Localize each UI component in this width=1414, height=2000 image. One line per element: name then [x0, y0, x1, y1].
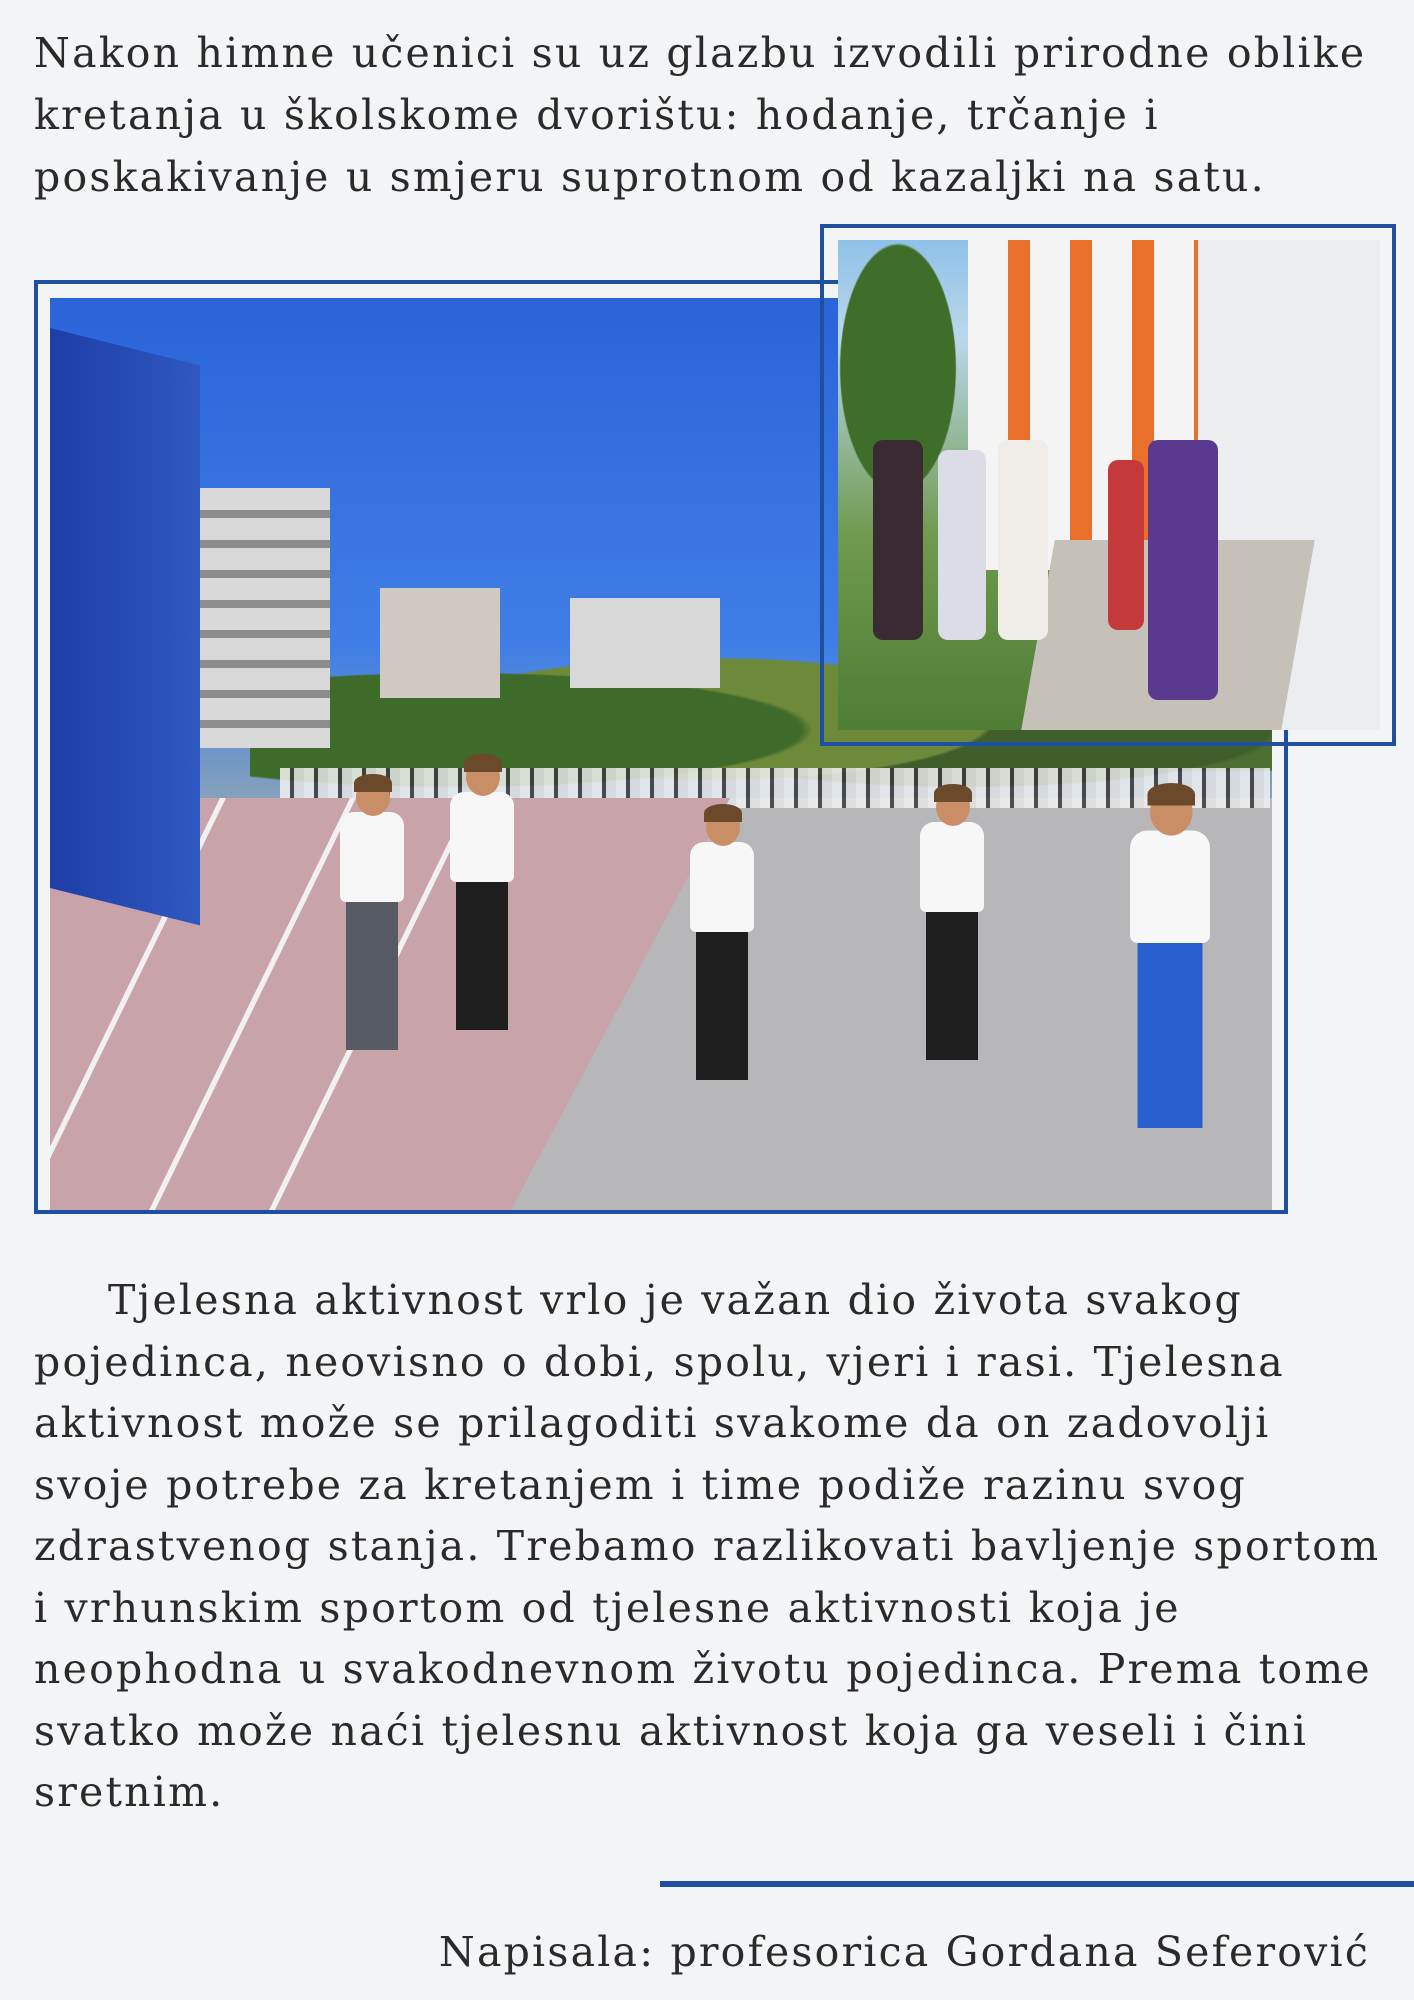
- inset-photo-frame: [820, 224, 1396, 746]
- body-paragraph-text: Tjelesna aktivnost vrlo je važan dio života svakog pojedinca, neovisno o dobi, spolu, vjeri i rasi. Tjelesna aktivnost može se prilagoditi svakome da on zadovolji svoje potrebe za kretanjem i time podiže razinu svog zdrastvenog stanja. Trebamo razlikovati bavljenje sportom i vrhunskim sportom od tjelesne aktivnosti koja je neophodna u svakodnevnom životu pojedinca. Prema tome svatko može naći tjelesnu aktivnost koja ga veseli i čini sretnim.: [34, 1276, 1381, 1816]
- author-signature: Napisala: profesorica Gordana Seferović: [438, 1928, 1370, 1976]
- signature-divider: [660, 1881, 1414, 1887]
- intro-paragraph: Nakon himne učenici su uz glazbu izvodili prirodne oblike kretanja u školskome dvorištu: hodanje, trčanje i poskakivanje u smjeru suprotnom od kazaljki na satu.: [34, 29, 1367, 201]
- body-paragraph: [34, 1270, 1384, 1824]
